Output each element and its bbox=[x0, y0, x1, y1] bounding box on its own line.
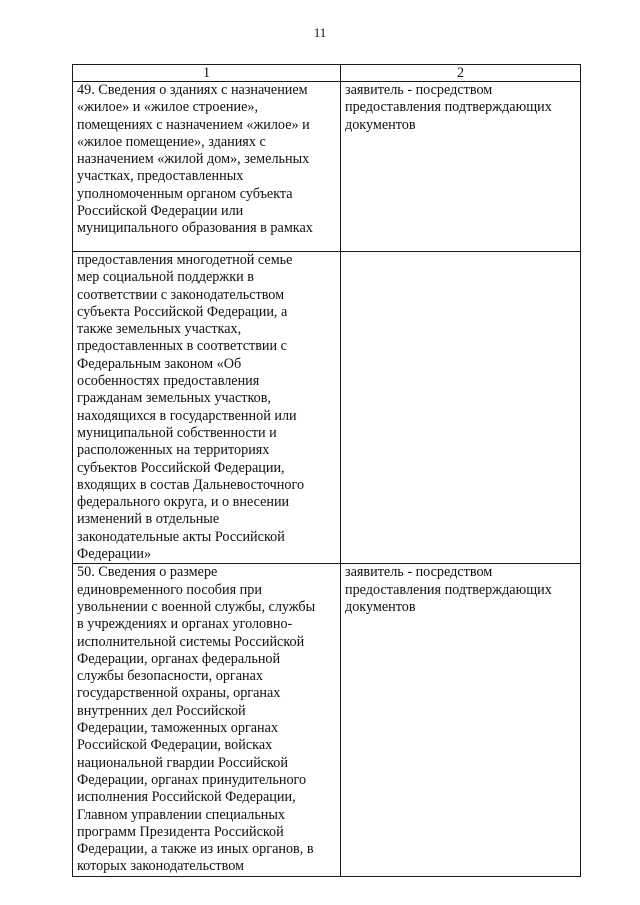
table-header-row bbox=[73, 65, 581, 82]
page-number: 11 bbox=[313, 25, 327, 40]
table-row bbox=[73, 252, 581, 564]
requirements-table bbox=[72, 64, 581, 877]
item-49-description: 49. Сведения о зданиях с назначением «жилое» и «жилое строение», помещениях с назначением «жилое» и «жилое помещение», зданиях с назначением «жилой дом», земельных участках, предоставленных уполномоченным органом субъекта Российской Федерации или муниципального образования в рамках bbox=[73, 82, 341, 252]
item-49-description-continued: предоставления многодетной семье мер социальной поддержки в соответствии с законодательством субъекта Российской Федерации, а также земельных участках, предоставленных в соответствии с Федеральным законом «Об особенностях предоставления гражданам земельных участков, находящихся в государственной или муниципальной собственности и расположенных на территориях субъектов Российской Федерации, входящих в состав Дальневосточного федерального округа, и о внесении изменений в отдельные законодательные акты Российской Федерации» bbox=[73, 252, 341, 564]
table-row bbox=[73, 564, 581, 876]
item-50-source: заявитель - посредством предоставления подтверждающих документов bbox=[341, 564, 581, 876]
column-header-2: 2 bbox=[341, 65, 581, 82]
item-50-description: 50. Сведения о размере единовременного пособия при увольнении с военной службы, службы в учреждениях и органах уголовно- исполнительной системы Российской Федерации, органах федеральной службы безопасности, органах государственной охраны, органах внутренних дел Российской Федерации, таможенных органах Российской Федерации, войсках национальной гвардии Российской Федерации, органах принудительного исполнения Российской Федерации, Главном управлении специальных программ Президента Российской Федерации, а также из иных органов, в которых законодательством bbox=[73, 564, 341, 876]
column-header-1: 1 bbox=[73, 65, 341, 82]
item-49-source-continued bbox=[341, 252, 581, 564]
table-row bbox=[73, 82, 581, 252]
item-49-source: заявитель - посредством предоставления подтверждающих документов bbox=[341, 82, 581, 252]
